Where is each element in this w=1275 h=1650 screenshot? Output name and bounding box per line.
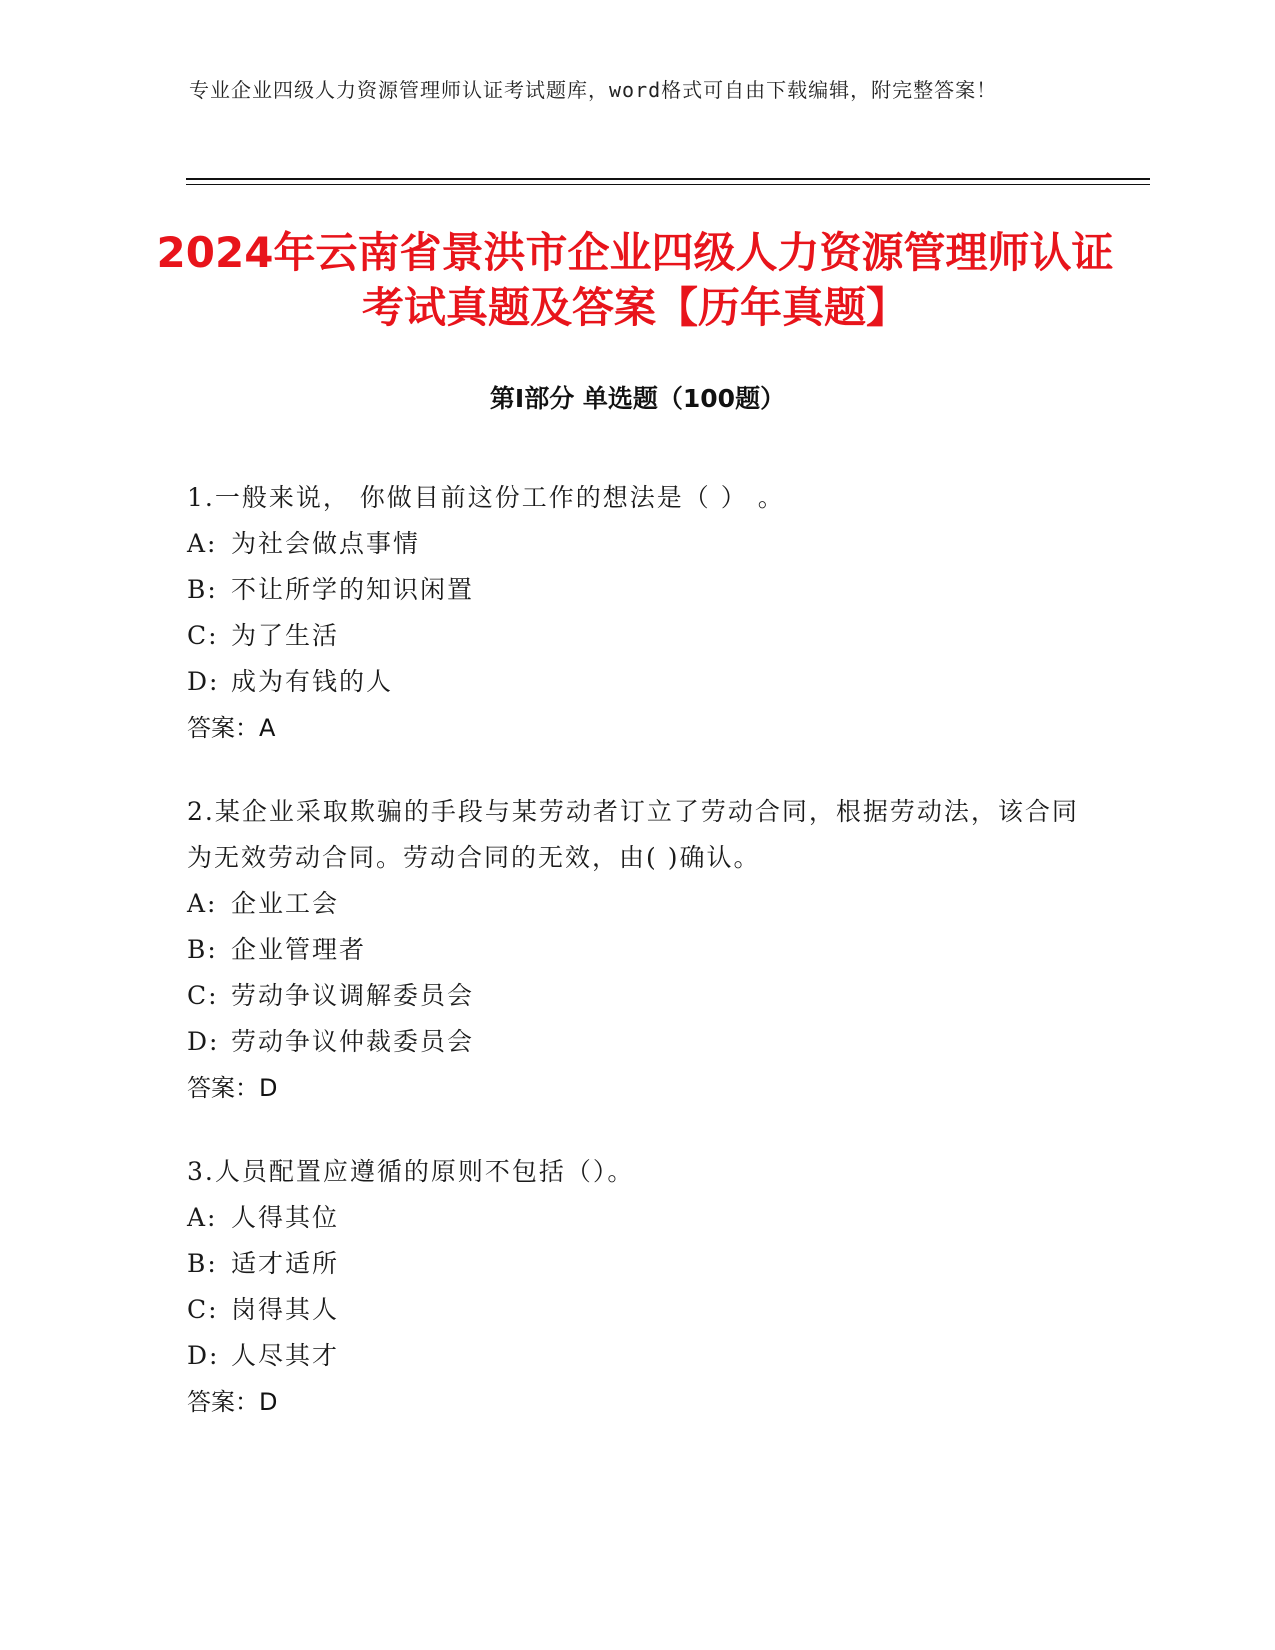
option-text: 人得其位 [231, 1203, 340, 1232]
option-b [187, 1241, 1087, 1287]
question-text: 1.一般来说， 你做目前这份工作的想法是（ ） 。 [187, 483, 785, 512]
question-text: 2.某企业采取欺骗的手段与某劳动者订立了劳动合同，根据劳动法，该合同为无效劳动合同。劳动合同的无效，由( )确认。 [187, 797, 1079, 872]
option-text: 成为有钱的人 [231, 667, 394, 696]
option-d [187, 1019, 1087, 1065]
question-text: 3.人员配置应遵循的原则不包括（）。 [187, 1157, 635, 1186]
question-list [187, 475, 1087, 1463]
option-a [187, 881, 1087, 927]
option-letter: C: [187, 621, 219, 650]
option-text: 不让所学的知识闲置 [231, 575, 475, 604]
option-letter: A: [187, 529, 218, 558]
option-text: 为社会做点事情 [231, 529, 421, 558]
answer: 答案：D [187, 1388, 278, 1416]
option-d [187, 1333, 1087, 1379]
option-text: 企业工会 [231, 889, 340, 918]
option-text: 为了生活 [231, 621, 340, 650]
option-c [187, 613, 1087, 659]
option-a [187, 521, 1087, 567]
option-letter: D: [187, 1027, 220, 1056]
option-text: 人尽其才 [231, 1341, 340, 1370]
option-letter: C: [187, 981, 219, 1010]
option-text: 岗得其人 [231, 1295, 340, 1324]
question-2 [187, 789, 1087, 1111]
option-letter: A: [187, 889, 218, 918]
answer: 答案：A [187, 714, 276, 742]
header-rule-thick [186, 178, 1150, 180]
option-c [187, 973, 1087, 1019]
option-letter: B: [187, 1249, 218, 1278]
option-b [187, 927, 1087, 973]
question-3 [187, 1149, 1087, 1425]
option-text: 适才适所 [231, 1249, 340, 1278]
option-letter: A: [187, 1203, 218, 1232]
answer: 答案：D [187, 1074, 278, 1102]
option-letter: D: [187, 1341, 220, 1370]
option-b [187, 567, 1087, 613]
header-note: 专业企业四级人力资源管理师认证考试题库，word格式可自由下载编辑，附完整答案！ [189, 78, 998, 102]
option-letter: D: [187, 667, 220, 696]
document-title: 2024年云南省景洪市企业四级人力资源管理师认证考试真题及答案【历年真题】 [156, 228, 1114, 332]
option-d [187, 659, 1087, 705]
option-text: 企业管理者 [231, 935, 367, 964]
header-rule-thin [186, 184, 1150, 185]
option-c [187, 1287, 1087, 1333]
option-text: 劳动争议调解委员会 [231, 981, 475, 1010]
option-letter: B: [187, 575, 218, 604]
option-text: 劳动争议仲裁委员会 [231, 1027, 475, 1056]
question-1 [187, 475, 1087, 751]
option-letter: B: [187, 935, 218, 964]
section-title: 第I部分 单选题（100题） [489, 384, 786, 413]
option-letter: C: [187, 1295, 219, 1324]
option-a [187, 1195, 1087, 1241]
